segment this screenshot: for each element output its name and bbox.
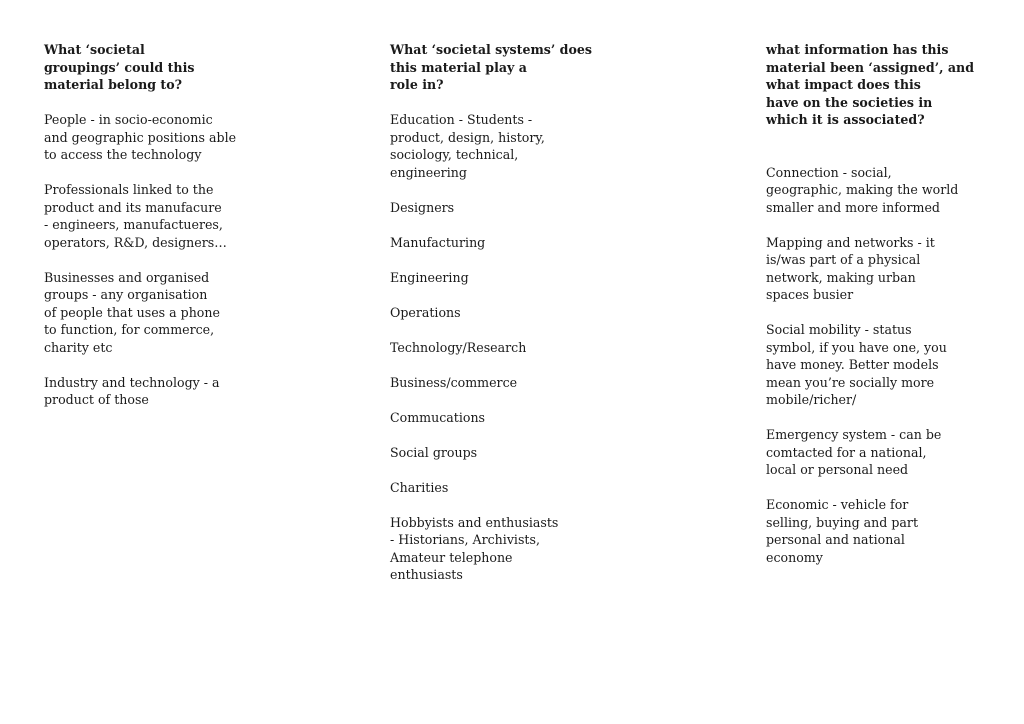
paragraph: [390, 514, 630, 584]
paragraph-line: - Historians, Archivists,: [390, 532, 540, 547]
paragraph-line: sociology, technical,: [390, 147, 519, 162]
paragraph: [390, 409, 630, 427]
heading-line: material been ‘assigned’, and: [766, 59, 974, 75]
paragraph-line: Operations: [390, 304, 461, 320]
heading-line: what information has this: [766, 42, 949, 57]
paragraph-line: personal and national: [766, 532, 905, 547]
paragraph-line: product and its manufacure: [44, 199, 222, 215]
heading-line: groupings’ could this: [44, 59, 195, 75]
paragraph-line: Hobbyists and enthusiasts: [390, 514, 559, 530]
heading-line: which it is associated?: [766, 112, 925, 127]
paragraph: [44, 111, 284, 164]
paragraph-line: Industry and technology - a: [44, 374, 220, 390]
paragraph-line: mobile/richer/: [766, 392, 857, 407]
paragraph: [44, 269, 284, 357]
paragraph: [390, 339, 630, 357]
column-heading: [44, 41, 284, 94]
heading-line: role in?: [390, 77, 444, 92]
paragraph-line: Technology/Research: [390, 339, 527, 355]
paragraph-line: Connection - social,: [766, 164, 892, 180]
paragraph: [44, 181, 284, 251]
heading-line: What ‘societal systems’ does: [390, 42, 592, 57]
paragraph-line: Engineering: [390, 269, 469, 285]
paragraph-line: comtacted for a national,: [766, 444, 927, 460]
paragraph-line: network, making urban: [766, 269, 916, 285]
paragraph-line: operators, R&D, designers…: [44, 234, 227, 250]
paragraph-line: geographic, making the world: [766, 182, 959, 197]
paragraph: [766, 321, 1006, 409]
paragraph: [390, 444, 630, 462]
paragraph-line: spaces busier: [766, 287, 854, 302]
paragraph-line: is/was part of a physical: [766, 252, 921, 267]
paragraph-line: People - in socio-economic: [44, 112, 213, 127]
paragraph-line: Manufacturing: [390, 234, 486, 250]
paragraph-line: product of those: [44, 392, 149, 407]
paragraph-line: Business/commerce: [390, 374, 518, 390]
paragraph: [766, 234, 1006, 304]
column-heading: [390, 41, 630, 94]
paragraph: [766, 164, 1006, 217]
heading-line: have on the societies in: [766, 94, 933, 110]
paragraph-line: Amateur telephone: [390, 549, 513, 565]
paragraph-line: mean you’re socially more: [766, 374, 935, 390]
heading-line: what impact does this: [766, 77, 921, 92]
paragraph-line: Mapping and networks - it: [766, 234, 935, 250]
paragraph: [390, 234, 630, 252]
paragraph-line: charity etc: [44, 339, 113, 355]
paragraph: [390, 269, 630, 287]
paragraph-line: Commucations: [390, 409, 486, 425]
paragraph-line: symbol, if you have one, you: [766, 339, 947, 355]
paragraph: [390, 304, 630, 322]
paragraph-line: to function, for commerce,: [44, 322, 215, 337]
paragraph: [44, 374, 284, 409]
paragraph: [390, 111, 630, 181]
paragraph: [390, 479, 630, 497]
paragraph-line: and geographic positions able: [44, 129, 237, 145]
paragraph-line: engineering: [390, 164, 467, 180]
column-heading: [766, 41, 1006, 129]
paragraph-line: Charities: [390, 479, 449, 495]
paragraph-line: to access the technology: [44, 147, 202, 162]
paragraph-line: have money. Better models: [766, 357, 939, 372]
paragraph-line: selling, buying and part: [766, 514, 919, 530]
column-societal-groupings: [44, 41, 284, 409]
paragraph-line: Social groups: [390, 444, 478, 460]
paragraph: [766, 426, 1006, 479]
paragraph-line: smaller and more informed: [766, 199, 940, 215]
paragraph-line: Social mobility - status: [766, 322, 912, 337]
heading-line: material belong to?: [44, 77, 183, 92]
paragraph-line: Designers: [390, 199, 455, 215]
paragraph-line: Professionals linked to the: [44, 182, 214, 197]
paragraph: [390, 374, 630, 392]
paragraph-line: enthusiasts: [390, 567, 463, 582]
paragraph: [766, 496, 1006, 566]
paragraph-line: - engineers, manufactueres,: [44, 217, 223, 232]
paragraph: [390, 199, 630, 217]
paragraph-line: Emergency system - can be: [766, 427, 942, 442]
paragraph-line: Education - Students -: [390, 112, 533, 127]
paragraph-line: Businesses and organised: [44, 269, 210, 285]
column-assigned-information: [766, 41, 1006, 566]
column-societal-systems: [390, 41, 630, 584]
paragraph-line: Economic - vehicle for: [766, 497, 909, 512]
heading-line: this material play a: [390, 59, 527, 75]
paragraph-line: groups - any organisation: [44, 287, 208, 302]
paragraph-line: local or personal need: [766, 462, 909, 477]
paragraph-line: product, design, history,: [390, 129, 545, 145]
paragraph-line: of people that uses a phone: [44, 304, 220, 320]
heading-line: What ‘societal: [44, 42, 145, 57]
paragraph-line: economy: [766, 549, 823, 565]
